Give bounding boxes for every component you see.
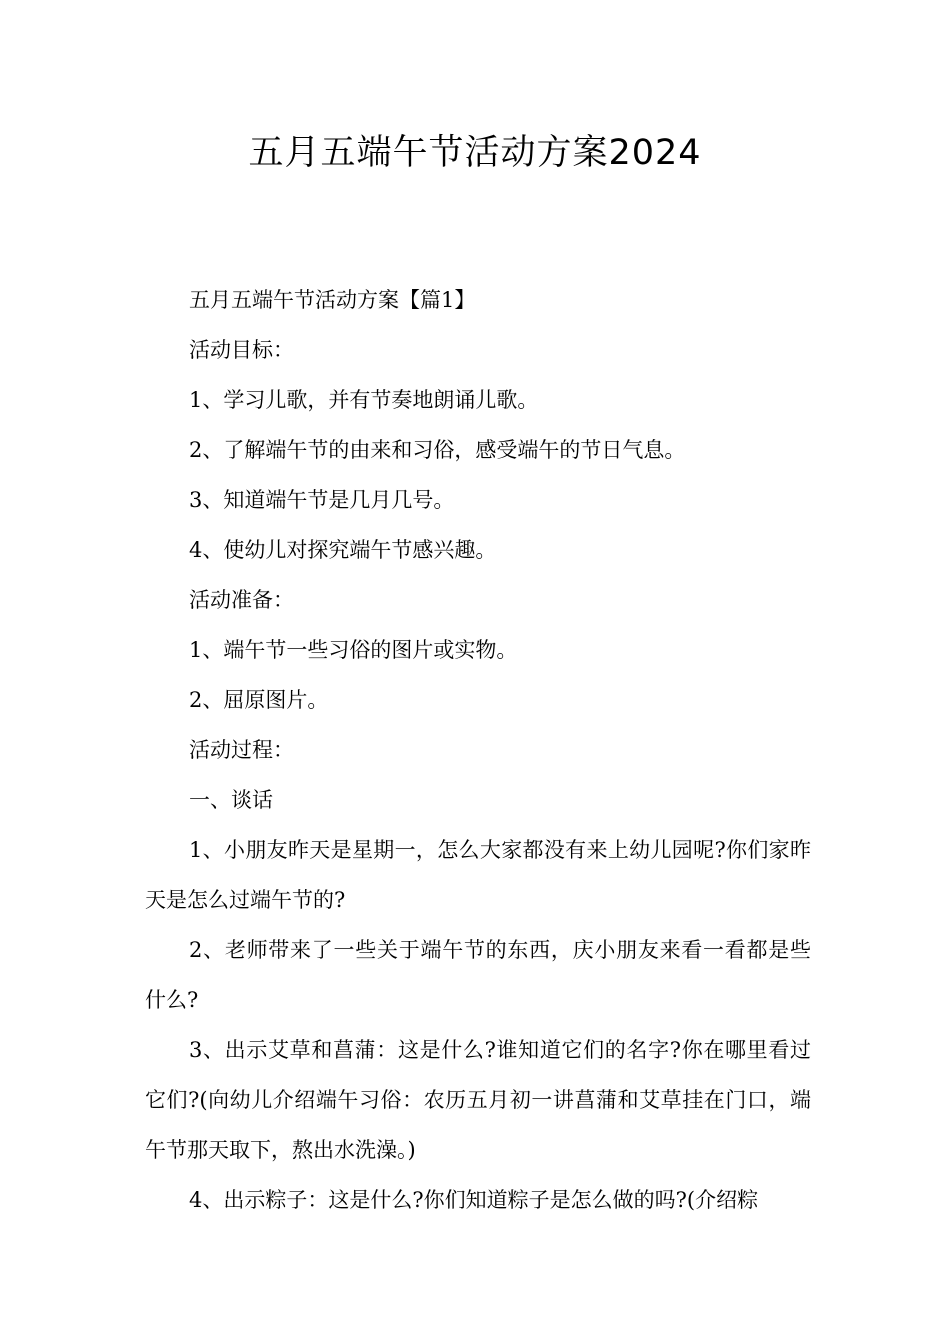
section-heading: 五月五端午节活动方案【篇1】 [189,288,476,312]
paragraph: 2、了解端午节的由来和习俗，感受端午的节日气息。 [189,438,686,462]
paragraph: 活动目标： [189,338,294,362]
paragraph: 3、知道端午节是几月几号。 [189,488,455,512]
paragraph: 活动准备： [189,588,294,612]
paragraph: 一、谈话 [189,788,273,812]
paragraph: 4、出示粽子：这是什么?你们知道粽子是怎么做的吗?(介绍粽 [189,1188,759,1212]
paragraph: 2、屈原图片。 [189,688,329,712]
document-title: 五月五端午节活动方案2024 [248,133,702,173]
paragraph: 1、学习儿歌，并有节奏地朗诵儿歌。 [189,388,539,412]
document-body [145,275,811,1225]
paragraph: 活动过程： [189,738,294,762]
paragraph: 3、出示艾草和菖蒲：这是什么?谁知道它们的名字?你在哪里看过它们?(向幼儿介绍端午习俗：农历五月初一讲菖蒲和艾草挂在门口，端午节那天取下，熬出水洗澡。) [145,1038,811,1162]
paragraph: 1、端午节一些习俗的图片或实物。 [189,638,518,662]
paragraph: 4、使幼儿对探究端午节感兴趣。 [189,538,497,562]
paragraph: 2、老师带来了一些关于端午节的东西，庆小朋友来看一看都是些什么? [145,938,811,1012]
paragraph: 1、小朋友昨天是星期一，怎么大家都没有来上幼儿园呢?你们家昨天是怎么过端午节的? [145,838,811,912]
